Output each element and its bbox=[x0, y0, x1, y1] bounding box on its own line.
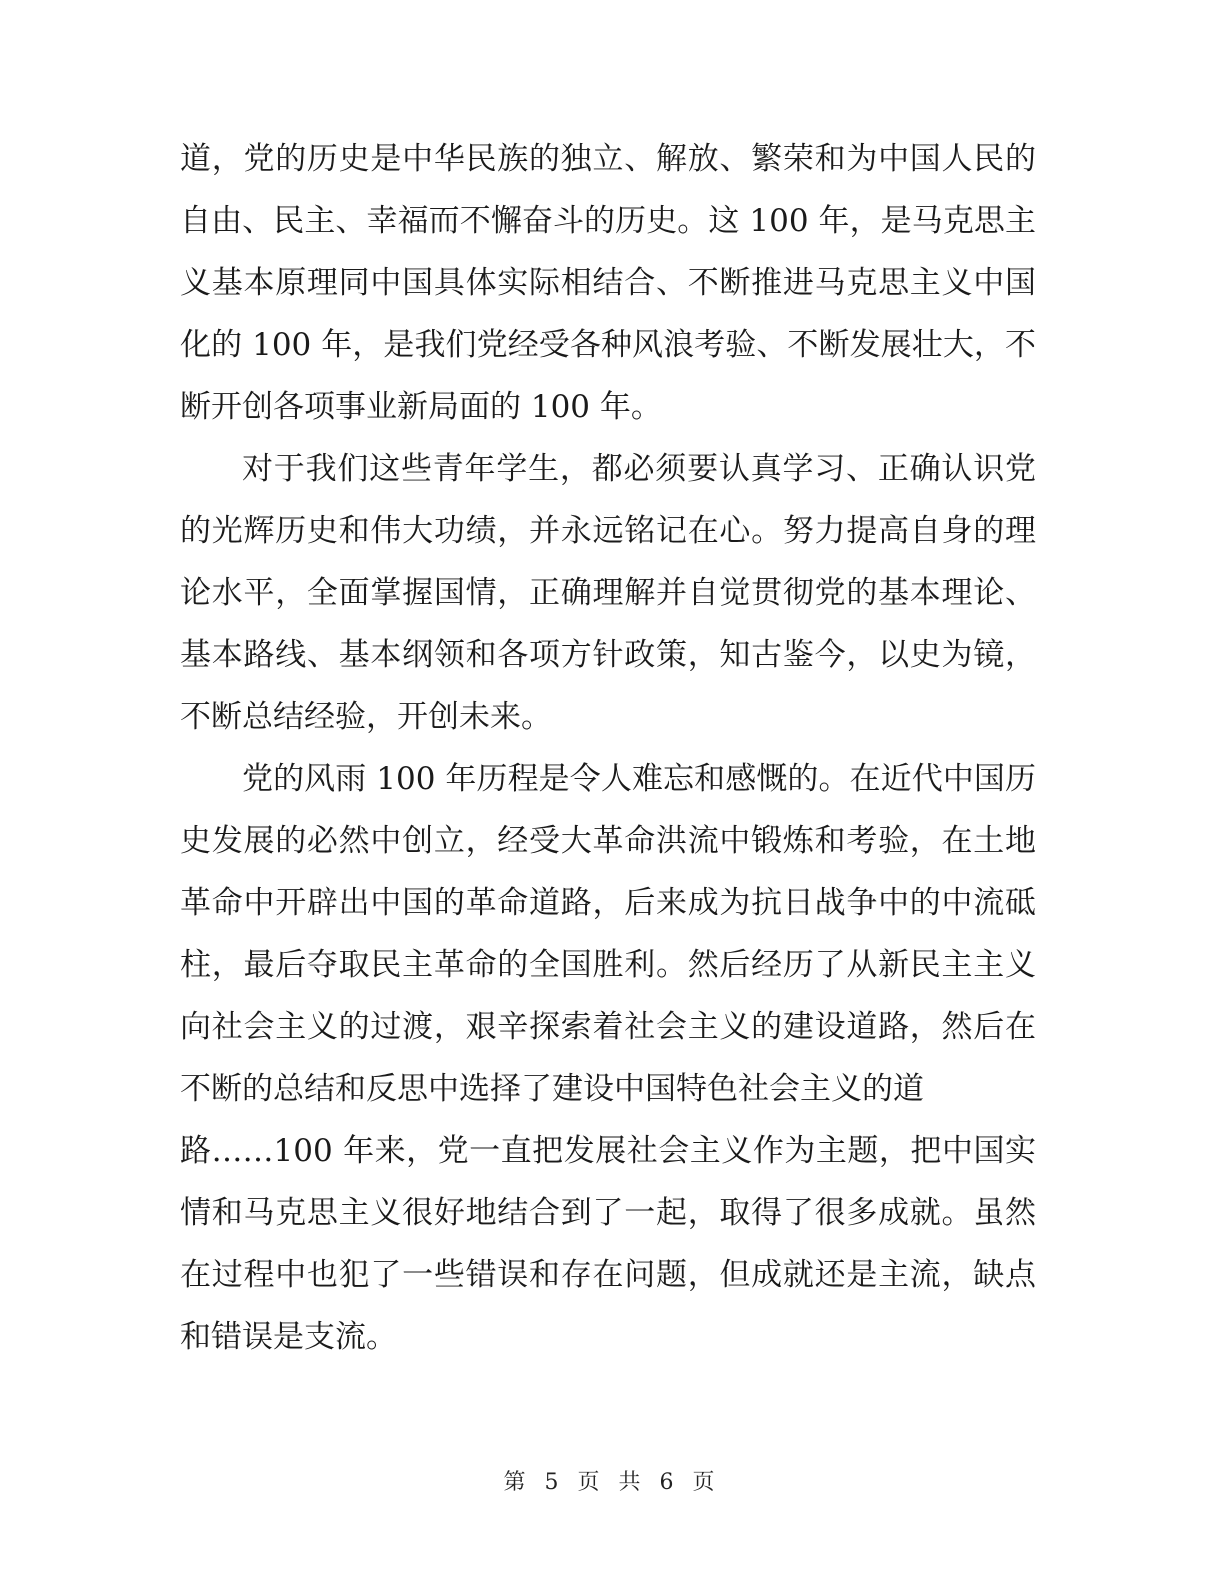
text-line: 不断的总结和反思中选择了建设中国特色社会主义的道 bbox=[180, 1071, 924, 1107]
text-line: 的光辉历史和伟大功绩，并永远铭记在心。努力提高自身的理 bbox=[180, 513, 1036, 549]
text-line: 义基本原理同中国具体实际相结合、不断推进马克思主义中国 bbox=[180, 265, 1036, 301]
paragraph-first-line: 对于我们这些青年学生，都必须要认真学习、正确认识党 bbox=[242, 451, 1036, 487]
text-line: 史发展的必然中创立，经受大革命洪流中锻炼和考验，在土地 bbox=[180, 823, 1036, 859]
text-line: 基本路线、基本纲领和各项方针政策，知古鉴今，以史为镜， bbox=[180, 637, 1036, 673]
text-line: 在过程中也犯了一些错误和存在问题，但成就还是主流，缺点 bbox=[180, 1257, 1036, 1293]
text-line: 向社会主义的过渡，艰辛探索着社会主义的建设道路，然后在 bbox=[180, 1009, 1036, 1045]
text-line: 革命中开辟出中国的革命道路，后来成为抗日战争中的中流砥 bbox=[180, 885, 1036, 921]
text-line: 断开创各项事业新局面的 100 年。 bbox=[180, 389, 662, 425]
text-line: 不断总结经验，开创未来。 bbox=[180, 699, 552, 735]
page-number-footer: 第 5 页 共 6 页 bbox=[503, 1470, 721, 1495]
text-line: 论水平，全面掌握国情，正确理解并自觉贯彻党的基本理论、 bbox=[180, 575, 1036, 611]
text-line: 路……100 年来，党一直把发展社会主义作为主题，把中国实 bbox=[180, 1133, 1036, 1169]
text-line: 道，党的历史是中华民族的独立、解放、繁荣和为中国人民的 bbox=[180, 141, 1036, 177]
text-line: 化的 100 年，是我们党经受各种风浪考验、不断发展壮大，不 bbox=[180, 327, 1036, 363]
text-line: 和错误是支流。 bbox=[180, 1319, 397, 1355]
text-line: 自由、民主、幸福而不懈奋斗的历史。这 100 年，是马克思主 bbox=[180, 203, 1036, 239]
text-line: 柱，最后夺取民主革命的全国胜利。然后经历了从新民主主义 bbox=[180, 947, 1036, 983]
paragraph-first-line: 党的风雨 100 年历程是令人难忘和感慨的。在近代中国历 bbox=[242, 761, 1036, 797]
text-line: 情和马克思主义很好地结合到了一起，取得了很多成就。虽然 bbox=[180, 1195, 1036, 1231]
